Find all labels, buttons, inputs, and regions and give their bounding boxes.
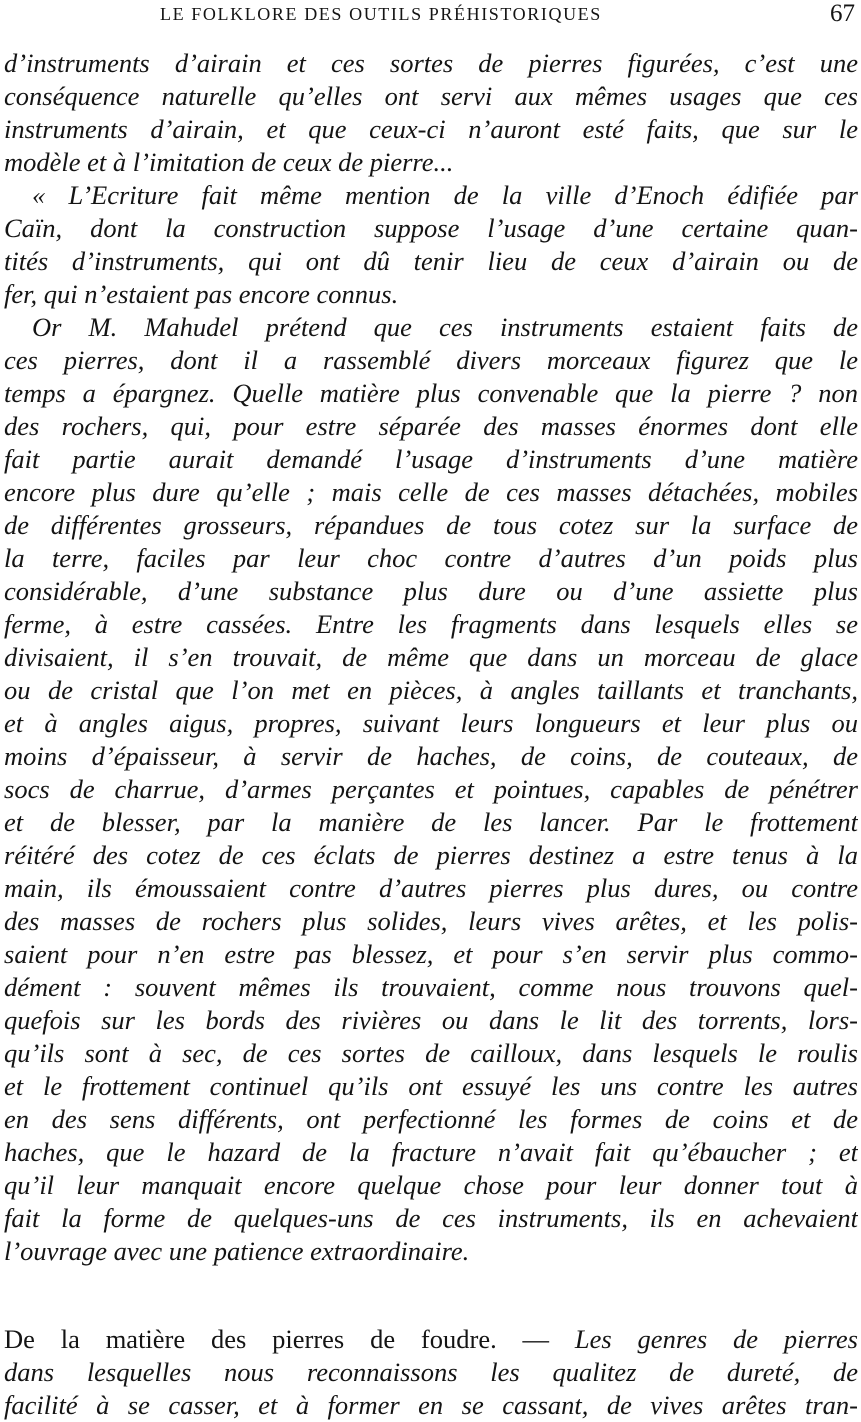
text-line: instruments d’airain, et que ceux-ci n’auront esté faits, que sur le [4, 114, 858, 144]
text-line: divisaient, il s’en trouvait, de même que dans un morceau de glace [4, 642, 858, 672]
text-line: et de blesser, par la manière de les lancer. Par le frottement [4, 807, 858, 837]
section-heading: De la matière des pierres de foudre. — [4, 1324, 550, 1354]
text-line: et le frottement continuel qu’ils ont essuyé les uns contre les autres [4, 1071, 858, 1101]
text-line: moins d’épaisseur, à servir de haches, de coins, de couteaux, de [4, 741, 858, 771]
text-line: d’instruments d’airain et ces sortes de pierres figurées, c’est une [4, 48, 858, 78]
text-line: ou de cristal que l’on met en pièces, à angles taillants et tranchants, [4, 675, 858, 705]
text-line: qu’ils sont à sec, de ces sortes de cailloux, dans lesquels le roulis [4, 1038, 858, 1068]
text-line: Caïn, dont la construction suppose l’usage d’une certaine quan- [4, 213, 858, 243]
text-line: main, ils émoussaient contre d’autres pierres plus dures, ou contre [4, 873, 858, 903]
text-line: « L’Ecriture fait même mention de la ville d’Enoch édifiée par [32, 180, 858, 210]
section-first-line [4, 1323, 858, 1356]
text-line: haches, que le hazard de la fracture n’avait fait qu’ébaucher ; et [4, 1137, 858, 1167]
text-line: socs de charrue, d’armes perçantes et pointues, capables de pénétrer [4, 774, 858, 804]
section-line: facilité à se casser, et à former en se cassant, de vives arêtes tran- [4, 1390, 858, 1420]
running-head [0, 0, 861, 34]
text-line: fer, qui n’estaient pas encore connus. [4, 279, 399, 309]
text-line: en des sens différents, ont perfectionné les formes de coins et de [4, 1104, 858, 1134]
text-line: fait la forme de quelques-uns de ces instruments, ils en achevaient [4, 1203, 858, 1233]
text-line: de différentes grosseurs, répandues de tous cotez sur la surface de [4, 510, 858, 540]
text-line: réitéré des cotez de ces éclats de pierres destinez a estre tenus à la [4, 840, 858, 870]
section-line: dans lesquelles nous reconnaissons les qualitez de dureté, de [4, 1357, 858, 1387]
text-line: quefois sur les bords des rivières ou dans le lit des torrents, lors- [4, 1005, 858, 1035]
text-line: modèle et à l’imitation de ceux de pierre... [4, 147, 454, 177]
text-line: qu’il leur manquait encore quelque chose pour leur donner tout à [4, 1170, 858, 1200]
text-line: saient pour n’en estre pas blessez, et pour s’en servir plus commo- [4, 939, 858, 969]
text-line: ferme, à estre cassées. Entre les fragments dans lesquels elles se [4, 609, 858, 639]
text-line: conséquence naturelle qu’elles ont servi aux mêmes usages que ces [4, 81, 858, 111]
text-line: la terre, faciles par leur choc contre d’autres d’un poids plus [4, 543, 858, 573]
text-line: l’ouvrage avec une patience extraordinaire. [4, 1236, 470, 1266]
text-line: ces pierres, dont il a rassemblé divers morceaux figurez que le [4, 345, 858, 375]
page-number: 67 [830, 0, 855, 27]
running-title: LE FOLKLORE DES OUTILS PRÉHISTORIQUES [160, 4, 602, 24]
text-line: temps a épargnez. Quelle matière plus convenable que la pierre ? non [4, 378, 858, 408]
text-line: fait partie aurait demandé l’usage d’instruments d’une matière [4, 444, 858, 474]
section-start [4, 1323, 858, 1422]
text-line: des masses de rochers plus solides, leurs vives arêtes, et les polis- [4, 906, 858, 936]
text-line: Or M. Mahudel prétend que ces instruments estaient faits de [32, 312, 858, 342]
text-line: des rochers, qui, pour estre séparée des masses énormes dont elle [4, 411, 858, 441]
text-line: dément : souvent mêmes ils trouvaient, comme nous trouvons quel- [4, 972, 858, 1002]
text-line: considérable, d’une substance plus dure ou d’une assiette plus [4, 576, 858, 606]
section-first-line-text: Les genres de pierres [574, 1324, 858, 1354]
text-line: tités d’instruments, qui ont dû tenir lieu de ceux d’airain ou de [4, 246, 858, 276]
body-text [4, 47, 858, 1268]
text-line: encore plus dure qu’elle ; mais celle de ces masses détachées, mobiles [4, 477, 858, 507]
text-line: et à angles aigus, propres, suivant leurs longueurs et leur plus ou [4, 708, 858, 738]
